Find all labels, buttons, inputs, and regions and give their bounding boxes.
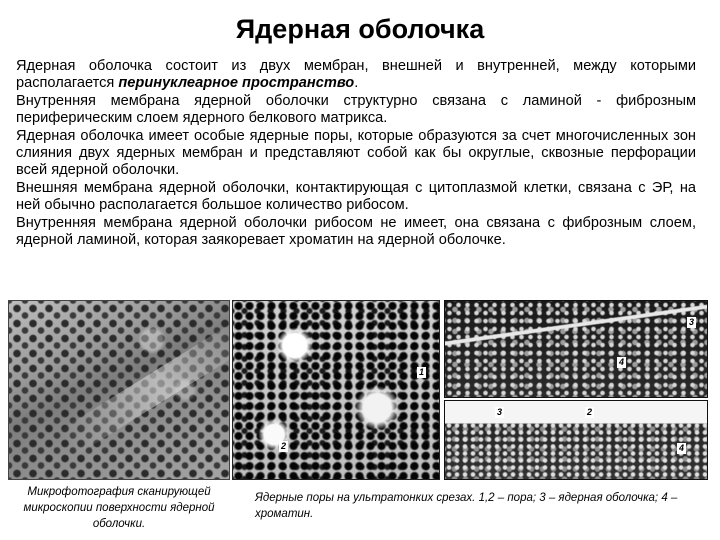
paragraph-inner-membrane: Внутренняя мембрана ядерной оболочки рибосом не имеет, она связана с фиброзным слоем, ядерной ламиной, которая заякоревает хроматин на ядерной оболочке. [16,215,696,248]
body-text [16,58,696,251]
figure-label-envelope-3: 3 [689,317,695,327]
micrograph-ultrathin-section-bottom [444,400,708,480]
paragraph-nuclear-pores: Ядерная оболочка имеет особые ядерные поры, которые образуются за счет многочисленных зон слияния двух ядерных мембран и представляют собой как бы округлые, сквозные перфорации всей ядерной оболочки. [16,128,696,178]
figure-label-pore-2: 2 [281,441,287,451]
term-perinuclear-space: перинуклеарное пространство [118,74,355,91]
slide-title: Ядерная оболочка [235,14,485,44]
figure-label-pore-2b: 2 [587,407,593,417]
micrograph-nuclear-pores [232,300,440,480]
caption-scanning-micrograph: Микрофотография сканирующей микроскопии поверхности ядерной оболочки. [23,486,215,530]
paragraph-lamina: Внутренняя мембрана ядерной оболочки структурно связана с ламиной - фиброзным периферическим слоем ядерного белкового матрикса. [16,93,696,126]
micrograph-nuclear-surface [8,300,230,480]
figure-label-chromatin-4b: 4 [679,443,685,453]
paragraph1-text-before: Ядерная оболочка состоит из двух мембран, внешней и внутренней, между которыми располагается [16,58,696,91]
paragraph1-text-after: . [354,74,359,91]
paragraph-perinuclear-space [16,58,696,91]
paragraph-outer-membrane: Внешняя мембрана ядерной оболочки, контактирующая с цитоплазмой клетки, связана с ЭР, на ней обычно располагается большое количество рибосом. [16,180,696,213]
micrograph-ultrathin-section-top [444,300,708,398]
figure-label-envelope-3b: 3 [497,407,503,417]
figure-label-chromatin-4: 4 [619,357,625,367]
caption-nuclear-pores: Ядерные поры на ультратонких срезах. 1,2 – пора; 3 – ядерная оболочка; 4 – хроматин. [255,492,678,520]
figure-label-pore-1: 1 [419,367,425,377]
